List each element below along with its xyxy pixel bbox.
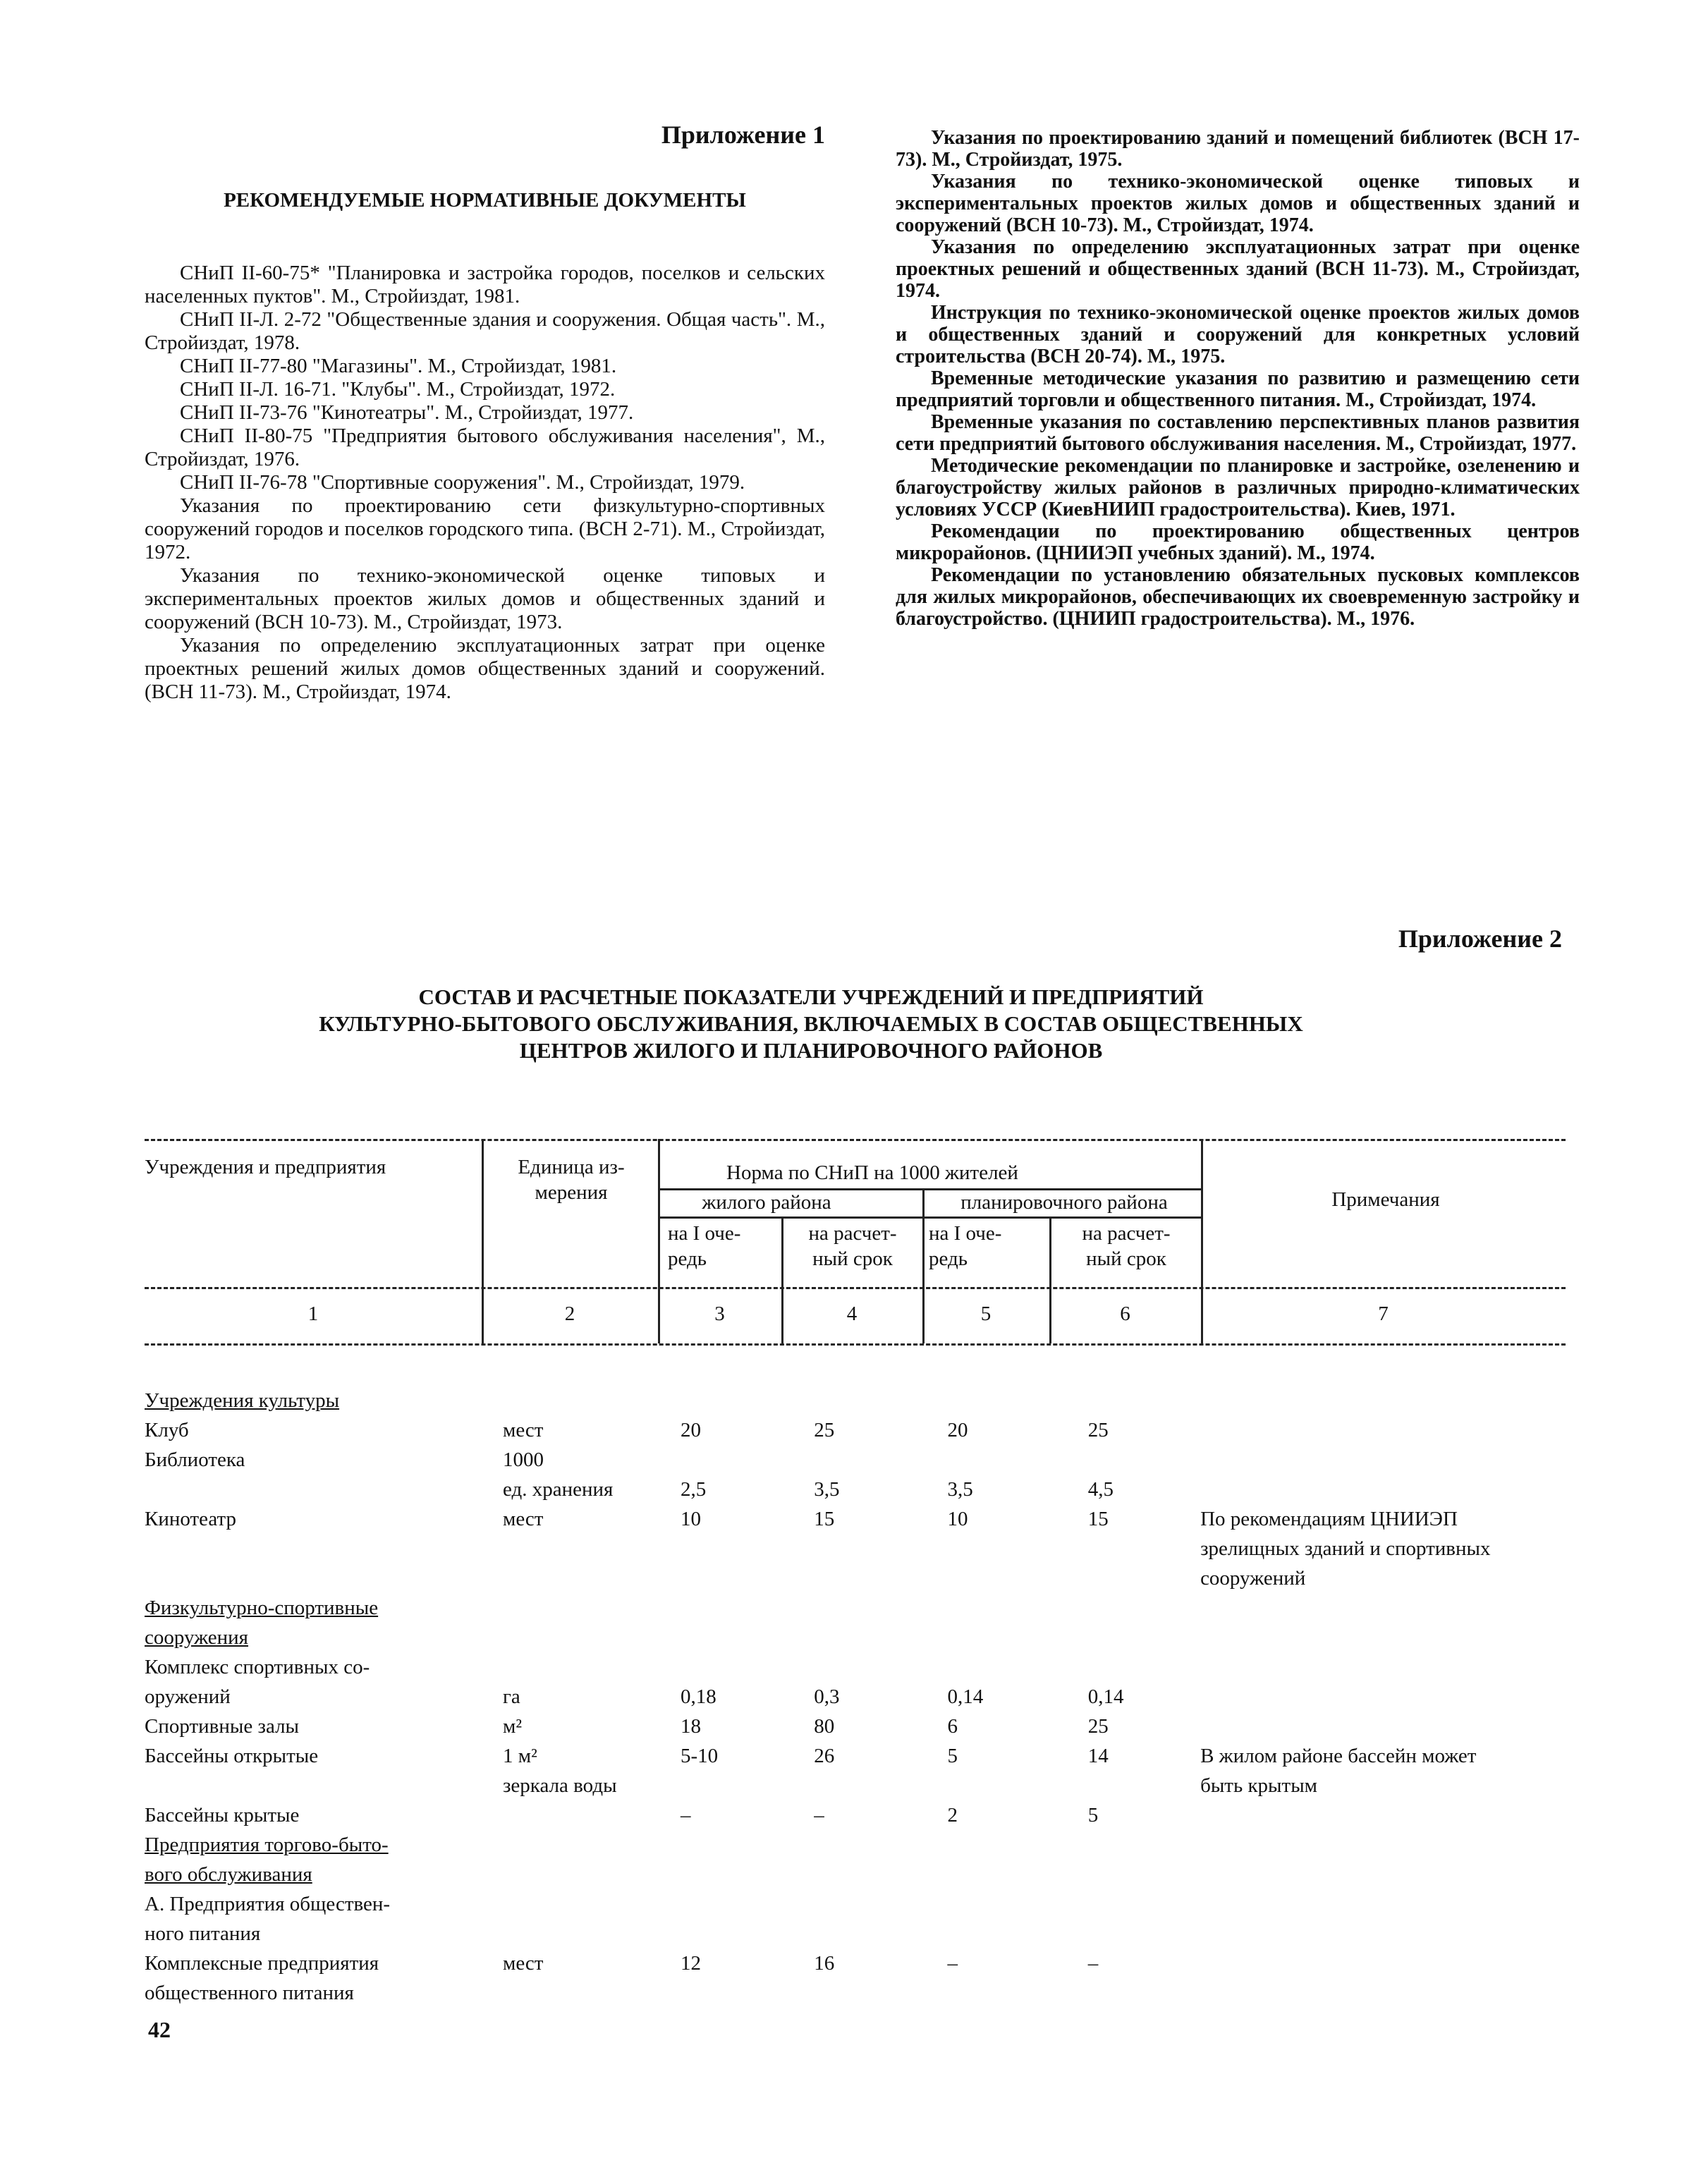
table-cell-c1: Бассейны открытые (145, 1745, 319, 1767)
table-cell-c4: 0,3 (814, 1685, 840, 1708)
reference-item: Указания по определению эксплуатационных затрат при оценке проектных решений жилых домов общественных зданий и сооружений. (ВСН 11-73). М., Стройиздат, 1974. (145, 634, 825, 703)
reference-item: Указания по технико-экономической оценке типовых и экспериментальных проектов жилых домов и общественных зданий и сооружений (ВСН 10-73). М., Стройиздат, 1974. (896, 171, 1580, 236)
reference-item: Инструкция по технико-экономической оценке проектов жилых домов и общественных зданий и сооружений для конкретных условий строительства (ВСН 20-74). М., 1975. (896, 302, 1580, 367)
table-cell-c7 (1200, 1830, 1566, 1860)
table-cell-c1: Комплексные предприятия (145, 1952, 379, 1975)
table-cell-c7 (1200, 1415, 1566, 1445)
table-cell-c4 (814, 1593, 947, 1623)
header-calc-line2: ный срок (812, 1248, 893, 1270)
reference-item: Рекомендации по проектированию общественных центров микрорайонов. (ЦНИИЭП учебных зданий). М., 1974. (896, 520, 1580, 564)
appendix2-label: Приложение 2 (1398, 925, 1562, 953)
table-cell-c3 (675, 1623, 814, 1652)
table-cell-c2 (503, 1593, 675, 1623)
table-cell-c5 (948, 1889, 1088, 1919)
table-cell-c5 (948, 1830, 1088, 1860)
appendix2-title-line: КУЛЬТУРНО-БЫТОВОГО ОБСЛУЖИВАНИЯ, ВКЛЮЧАЕМЫХ В СОСТАВ ОБЩЕСТВЕННЫХ (319, 1011, 1303, 1036)
table-row (145, 1800, 1566, 1830)
table-row (145, 1386, 1566, 1415)
table-cell-c2 (503, 1652, 675, 1682)
table-cell-c1: общественного питания (145, 1982, 354, 2004)
table-cell-c7 (1200, 1682, 1566, 1712)
table-cell-c3: 20 (681, 1419, 701, 1441)
reference-item: Методические рекомендации по планировке и застройке, озеленению и благоустройству жилых районов в различных природно-климатических условиях УССР (КиевНИИП градостроительства). Киев, 1971. (896, 455, 1580, 520)
reference-item: Указания по технико-экономической оценке типовых и экспериментальных проектов жилых домов и общественных зданий и сооружений (ВСН 10-73). М., Стройиздат, 1973. (145, 564, 825, 633)
header-calc-line2: ный срок (1086, 1248, 1166, 1270)
table-cell-c3 (675, 1652, 814, 1682)
table-cell-c5 (948, 1534, 1088, 1563)
table-cell-c5: 6 (947, 1715, 958, 1738)
table-cell-c5: – (947, 1952, 958, 1975)
table-cell-c4 (814, 1652, 947, 1682)
table-cell-c4 (814, 1563, 947, 1593)
table-cell-c6 (1088, 1593, 1200, 1623)
table-cell-c3: 12 (681, 1952, 701, 1975)
table-number-rule (145, 1343, 1566, 1346)
table-top-rule (145, 1139, 1566, 1141)
appendix2-title-line: ЦЕНТРОВ ЖИЛОГО И ПЛАНИРОВОЧНОГО РАЙОНОВ (519, 1038, 1103, 1063)
appendix1-label: Приложение 1 (661, 121, 825, 149)
table-cell-c4 (814, 1889, 947, 1919)
table-cell-c6 (1088, 1652, 1200, 1682)
table-cell-c2 (503, 1830, 675, 1860)
table-cell-c3: 18 (681, 1715, 701, 1738)
table-cell-c1: Спортивные залы (145, 1715, 300, 1738)
table-cell-c3 (675, 1386, 814, 1415)
table-cell-c7 (1200, 1948, 1566, 1978)
table-cell-c6 (1088, 1889, 1200, 1919)
appendix2-title (212, 984, 1410, 1064)
table-cell-c6: 25 (1087, 1715, 1109, 1738)
table-cell-c3 (675, 1889, 814, 1919)
table-cell-c1 (145, 1563, 503, 1593)
table-cell-c6 (1088, 1860, 1200, 1889)
table-cell-c5 (948, 1652, 1088, 1682)
section-heading: Предприятия торгово-быто- (145, 1834, 389, 1856)
table-row (145, 1889, 1566, 1919)
header-norm: Норма по СНиП на 1000 жителей (726, 1161, 1018, 1184)
table-cell-c3 (675, 1563, 814, 1593)
table-cell-c2 (503, 1860, 675, 1889)
reference-item: СНиП II-Л. 2-72 "Общественные здания и сооружения. Общая часть". М., Стройиздат, 1978. (145, 308, 825, 354)
table-cell-c2: га (502, 1685, 520, 1708)
reference-item: Рекомендации по установлению обязательных пусковых комплексов для жилых микрорайонов, обеспечивающих их своевременную застройку и благоустройство. (ЦНИИП градостроительства). М., 1976. (896, 564, 1580, 630)
table-cell-c6 (1088, 1563, 1200, 1593)
table-cell-c7 (1200, 1623, 1566, 1652)
section-heading: Физкультурно-спортивные (145, 1597, 379, 1619)
header-residential: жилого района (702, 1191, 831, 1214)
table-cell-c4: – (814, 1804, 824, 1826)
table-row (145, 1534, 1566, 1563)
table-cell-c4: 3,5 (814, 1478, 840, 1501)
table-cell-c7 (1200, 1800, 1566, 1830)
table-cell-c2: м² (502, 1715, 523, 1738)
table-cell-c4 (814, 1919, 947, 1948)
table-cell-c3 (675, 1860, 814, 1889)
table-cell-c4 (814, 1445, 947, 1475)
table-row (145, 1948, 1566, 1978)
table-cell-c7: сооружений (1200, 1567, 1306, 1590)
table-cell-c5 (948, 1623, 1088, 1652)
col-number: 7 (1378, 1303, 1389, 1325)
table-cell-c3 (675, 1830, 814, 1860)
table-cell-c2 (503, 1889, 675, 1919)
table-cell-c1: Библиотека (145, 1449, 245, 1471)
table-cell-c3: 2,5 (681, 1478, 707, 1501)
table-cell-c7: В жилом районе бассейн может (1200, 1745, 1477, 1767)
table-cell-c3: 0,18 (681, 1685, 716, 1708)
table-body (145, 1386, 1566, 2008)
table-cell-c5: 5 (947, 1745, 958, 1767)
reference-item: СНиП II-76-78 "Спортивные сооружения". М., Стройиздат, 1979. (180, 471, 745, 494)
table-cell-c7 (1200, 1860, 1566, 1889)
table-row (145, 1504, 1566, 1534)
table-row (145, 1771, 1566, 1800)
table-cell-c7 (1200, 1712, 1566, 1741)
table-cell-c2 (503, 1386, 675, 1415)
table-cell-c3 (675, 1771, 814, 1800)
table-cell-c6: 4,5 (1087, 1478, 1114, 1501)
table-cell-c4 (814, 1860, 947, 1889)
reference-item: СНиП II-60-75* "Планировка и застройка городов, поселков и сельских населенных пуктов". М., Стройиздат, 1981. (145, 262, 825, 307)
table-cell-c4: 25 (814, 1419, 835, 1441)
table-cell-c1: А. Предприятия обществен- (145, 1893, 391, 1915)
appendix2-title-line: СОСТАВ И РАСЧЕТНЫЕ ПОКАЗАТЕЛИ УЧРЕЖДЕНИЙ И ПРЕДПРИЯТИЙ (418, 984, 1204, 1009)
section-heading: сооружения (145, 1626, 249, 1649)
table-cell-c1: Клуб (145, 1419, 189, 1441)
header-calc-line1: на расчет- (1082, 1222, 1171, 1245)
table-cell-c4 (814, 1978, 947, 2008)
header-first-stage-res (668, 1221, 781, 1271)
table-header (145, 1139, 1566, 1354)
header-calc-term-res (783, 1221, 922, 1271)
table-cell-c6: – (1087, 1952, 1099, 1975)
table-cell-c2: ед. хранения (502, 1478, 614, 1501)
reference-item: Указания по проектированию сети физкультурно-спортивных сооружений городов и поселков городского типа. (ВСН 2-71). М., Стройиздат, 1972. (145, 494, 825, 563)
table-cell-c2: мест (502, 1508, 544, 1530)
header-unit-line2: мерения (535, 1181, 608, 1204)
table-cell-c1: Кинотеатр (145, 1508, 237, 1530)
col-number: 6 (1120, 1303, 1130, 1325)
table-cell-c6 (1088, 1445, 1200, 1475)
header-first-line2: редь (929, 1248, 968, 1270)
header-first-line1: на I оче- (668, 1222, 741, 1245)
table-cell-c7 (1200, 1445, 1566, 1475)
table-cell-c2: мест (502, 1952, 544, 1975)
reference-item: Временные методические указания по развитию и размещению сети предприятий торговли и общественного питания. М., Стройиздат, 1974. (896, 367, 1580, 411)
table-cell-c5 (948, 1445, 1088, 1475)
table-cell-c1 (145, 1623, 503, 1652)
table-cell-c4 (814, 1534, 947, 1563)
table-cell-c4: 16 (814, 1952, 835, 1975)
table-header-rule (145, 1287, 1566, 1289)
table-cell-c4: 15 (814, 1508, 835, 1530)
page-number: 42 (148, 2017, 171, 2042)
table-cell-c6 (1088, 1623, 1200, 1652)
table-cell-c3: – (681, 1804, 691, 1826)
header-unit-line1: Единица из- (518, 1156, 625, 1178)
table-cell-c7: быть крытым (1200, 1774, 1318, 1797)
table-row (145, 1593, 1566, 1623)
table-cell-c2: мест (502, 1419, 544, 1441)
table-cell-c7 (1200, 1652, 1566, 1682)
table-cell-c5: 0,14 (947, 1685, 984, 1708)
table-cell-c3 (675, 1445, 814, 1475)
table-cell-c7 (1200, 1593, 1566, 1623)
section-heading: вого обслуживания (145, 1863, 312, 1886)
table-row (145, 1563, 1566, 1593)
table-cell-c7 (1200, 1386, 1566, 1415)
table-cell-c6 (1088, 1386, 1200, 1415)
reference-item: СНиП II-Л. 16-71. "Клубы". М., Стройиздат, 1972. (180, 378, 616, 401)
reference-item: СНиП II-80-75 "Предприятия бытового обслуживания населения", М., Стройиздат, 1976. (145, 425, 825, 470)
header-first-line1: на I оче- (929, 1222, 1002, 1245)
table-cell-c5 (948, 1593, 1088, 1623)
table-cell-c3 (675, 1978, 814, 2008)
references-right (896, 127, 1580, 630)
table-cell-c3 (675, 1593, 814, 1623)
table-cell-c6 (1088, 1919, 1200, 1948)
table-cell-c1 (145, 1830, 503, 1860)
table-row (145, 1415, 1566, 1445)
table-row (145, 1830, 1566, 1860)
reference-item: Указания по определению эксплуатационных затрат при оценке проектных решений и общественных зданий (ВСН 11-73). М., Стройиздат, 1974. (896, 236, 1580, 302)
table-cell-c5: 2 (947, 1804, 958, 1826)
table-cell-c5: 10 (947, 1508, 968, 1530)
header-institutions: Учреждения и предприятия (145, 1156, 386, 1178)
table-cell-c7: По рекомендациям ЦНИИЭП (1200, 1508, 1458, 1530)
table-cell-c4 (814, 1623, 947, 1652)
table-cell-c7 (1200, 1475, 1566, 1504)
table-cell-c3 (675, 1534, 814, 1563)
table-row (145, 1919, 1566, 1948)
header-unit (487, 1154, 656, 1205)
col-number: 2 (564, 1303, 575, 1325)
table-row (145, 1623, 1566, 1652)
table-cell-c2 (503, 1623, 675, 1652)
table-cell-c1 (145, 1386, 503, 1415)
table-cell-c2 (503, 1563, 675, 1593)
col-number: 5 (980, 1303, 992, 1325)
table-cell-c6: 14 (1087, 1745, 1109, 1767)
reference-item: Указания по проектированию зданий и помещений библиотек (ВСН 17-73). М., Стройиздат, 1975. (896, 127, 1580, 171)
table-cell-c6: 0,14 (1087, 1685, 1124, 1708)
header-planning: планировочного района (960, 1191, 1168, 1214)
table-cell-c7 (1200, 1978, 1566, 2008)
col-number: 4 (846, 1303, 858, 1325)
table-cell-c1: оружений (145, 1685, 231, 1708)
table-cell-c5 (948, 1860, 1088, 1889)
table-cell-c6: 5 (1087, 1804, 1099, 1826)
appendix1-title: РЕКОМЕНДУЕМЫЕ НОРМАТИВНЫЕ ДОКУМЕНТЫ (224, 189, 746, 212)
table-cell-c4: 26 (814, 1745, 835, 1767)
table-cell-c1 (145, 1475, 503, 1504)
table-cell-c5: 20 (947, 1419, 968, 1441)
header-calc-line1: на расчет- (808, 1222, 897, 1245)
header-first-line2: редь (668, 1248, 707, 1270)
appendix1-right-column (896, 127, 1580, 630)
table-cell-c3: 10 (681, 1508, 701, 1530)
table-cell-c2 (503, 1534, 675, 1563)
table-cell-c2 (503, 1800, 675, 1830)
table-cell-c6 (1088, 1978, 1200, 2008)
table-cell-c1 (145, 1593, 503, 1623)
reference-item: СНиП II-77-80 "Магазины". М., Стройиздат, 1981. (180, 355, 617, 377)
table-cell-c7 (1200, 1919, 1566, 1948)
table-cell-c1: Бассейны крытые (145, 1804, 300, 1826)
table-cell-c2: зеркала воды (502, 1774, 617, 1797)
table-row (145, 1475, 1566, 1504)
appendix1-left-column (145, 123, 825, 704)
table-cell-c6 (1088, 1771, 1200, 1800)
table-cell-c4: 80 (814, 1715, 835, 1738)
table-cell-c2 (503, 1919, 675, 1948)
references-left (145, 262, 825, 704)
table-cell-c7 (1200, 1889, 1566, 1919)
table-cell-c1 (145, 1771, 503, 1800)
table-row (145, 1682, 1566, 1712)
section-heading: Учреждения культуры (145, 1389, 340, 1412)
table-cell-c6: 25 (1087, 1419, 1109, 1441)
header-first-stage-plan (929, 1221, 1049, 1271)
table-cell-c1 (145, 1860, 503, 1889)
table-cell-c6 (1088, 1534, 1200, 1563)
table-cell-c5 (948, 1771, 1088, 1800)
table-cell-c6: 15 (1087, 1508, 1109, 1530)
table-row (145, 1445, 1566, 1475)
table-cell-c5 (948, 1386, 1088, 1415)
table-cell-c4 (814, 1771, 947, 1800)
table-cell-c4 (814, 1830, 947, 1860)
table-row (145, 1978, 1566, 2008)
table-cell-c4 (814, 1386, 947, 1415)
header-calc-term-plan (1051, 1221, 1201, 1271)
table-cell-c2: 1000 (502, 1449, 544, 1471)
table-cell-c3 (675, 1919, 814, 1948)
table-row (145, 1712, 1566, 1741)
table-cell-c3: 5-10 (681, 1745, 719, 1767)
table-cell-c5: 3,5 (947, 1478, 973, 1501)
col-number: 1 (307, 1303, 319, 1325)
table-cell-c7: зрелищных зданий и спортивных (1200, 1537, 1491, 1560)
reference-item: СНиП II-73-76 "Кинотеатры". М., Стройиздат, 1977. (180, 401, 634, 424)
table-cell-c2 (503, 1978, 675, 2008)
table-cell-c1 (145, 1534, 503, 1563)
table-cell-c1: ного питания (145, 1922, 261, 1945)
table-row (145, 1652, 1566, 1682)
header-notes: Примечания (1331, 1188, 1440, 1211)
col-number: 3 (714, 1303, 725, 1325)
table-cell-c1: Комплекс спортивных со- (145, 1656, 370, 1678)
table-cell-c5 (948, 1563, 1088, 1593)
table-cell-c5 (948, 1919, 1088, 1948)
table-cell-c2: 1 м² (502, 1745, 537, 1767)
table-row (145, 1860, 1566, 1889)
reference-item: Временные указания по составлению перспективных планов развития сети предприятий бытового обслуживания населения. М., Стройиздат, 1977. (896, 411, 1580, 455)
region-rule (658, 1216, 1201, 1219)
table-cell-c6 (1088, 1830, 1200, 1860)
table-row (145, 1741, 1566, 1771)
table-cell-c5 (948, 1978, 1088, 2008)
